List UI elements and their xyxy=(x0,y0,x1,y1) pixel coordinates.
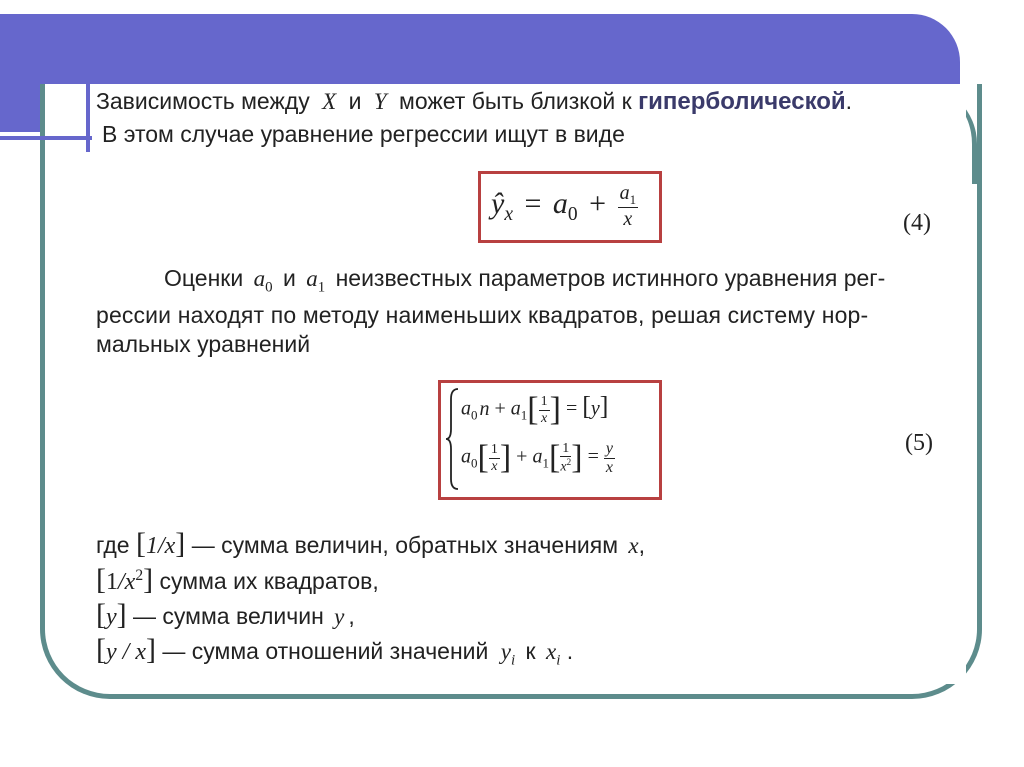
var-y: Y xyxy=(373,89,387,114)
decor-rule-horizontal xyxy=(0,136,92,140)
var-x: X xyxy=(322,89,337,114)
equation-5-row-1: $a_0$ $n + a_1$[ $\frac{1}{x}$ ] = [y] xyxy=(461,391,609,428)
paragraph-line-1: Оценки $a_0$ и $a_1$ неизвестных параметров истинного уравнения рег- xyxy=(164,265,886,296)
hyperbolic-term: гиперболической xyxy=(638,88,846,115)
equation-4-number: (4) xyxy=(903,210,931,236)
definition-2: $[1/x^2]$ сумма их квадратов, xyxy=(96,563,379,596)
equation-5-number: (5) xyxy=(905,430,933,456)
equation-4: $ŷ_x = a_0$ + $\frac{a_1}{x}$ xyxy=(491,182,637,231)
paragraph-line-2: рессии находят по методу наименьших квадратов, решая систему нор- xyxy=(96,302,869,328)
equation-4-box xyxy=(478,171,662,243)
definition-3: [y] — сумма величин y , xyxy=(96,598,355,631)
definition-4: [y / x] — сумма отношений значений $y_i$ к $x_i$ . xyxy=(96,633,574,669)
equation-4-fraction: $\frac{a_1}{x}$ xyxy=(619,182,637,231)
equation-5-row-2: $a_0$[ $\frac{1}{x}$ ] + $a_1$[ $\frac{1}{x^2}$ ] = $\frac{y}{x}$ xyxy=(461,439,613,476)
equation-5-box xyxy=(438,380,662,500)
intro-line-2: В этом случае уравнение регрессии ищут в виде xyxy=(102,121,625,147)
decor-rule-vertical xyxy=(86,84,90,152)
system-brace xyxy=(445,387,461,491)
header-band xyxy=(0,14,960,84)
intro-line-1: Зависимость между X и Y может быть близкой к гиперболической. xyxy=(96,88,853,115)
definition-1: где [1/x] — сумма величин, обратных значениям x, xyxy=(96,527,646,560)
paragraph-line-3: мальных уравнений xyxy=(96,331,311,357)
